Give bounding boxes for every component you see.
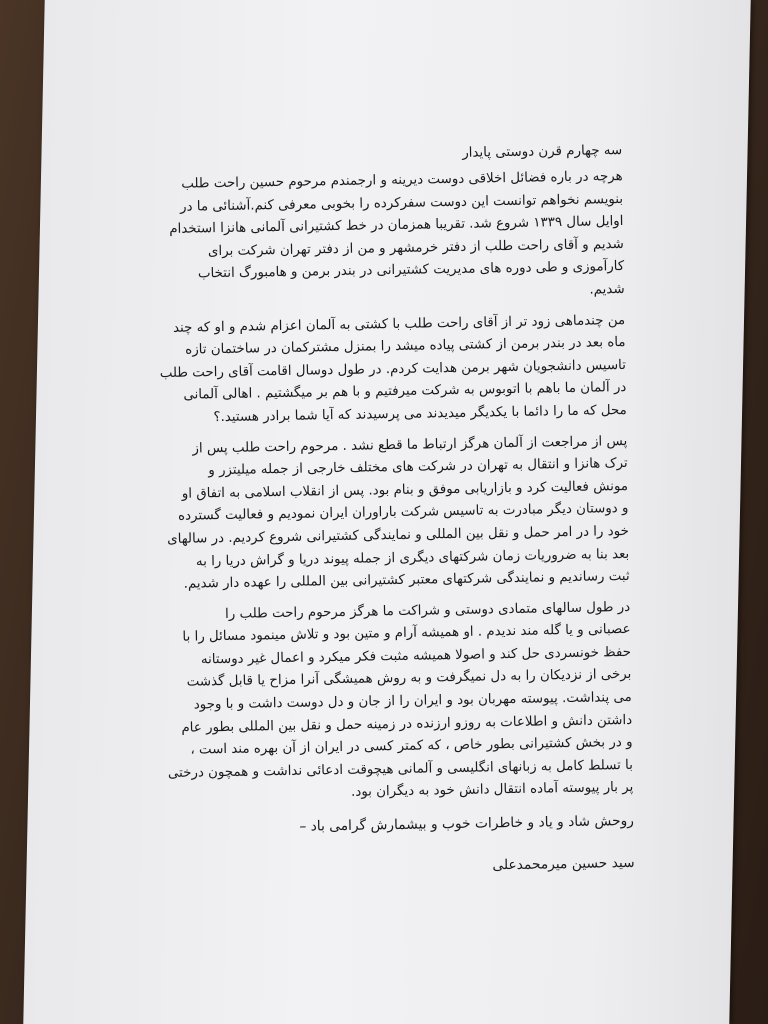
text-line: می پنداشت. پیوسته مهربان بود و ایران را از جان و دل دوست داشت و با وجود: [193, 689, 632, 713]
text-line: داشتن دانش و اطلاعات به روزو ارزنده در زمینه حمل و نقل بین المللی بطور عام: [181, 712, 633, 736]
text-line: تاسیس دانشجویان شهر برمن هدایت کردم. در طول دوسال اقامت آقای راحت طلب: [159, 357, 627, 381]
text-line: شدیم.: [589, 281, 625, 298]
text-line: پس از مراجعت از آلمان هرگز ارتباط ما قطع نشد . مرحوم راحت طلب پس از: [192, 433, 628, 457]
text-line: در آلمان ما باهم با اتوبوس به شرکت میرفتیم و با هم بر میگشتیم . اهالی آلمانی: [183, 380, 627, 404]
text-line: شدیم و آقای راحت طلب از دفتر خرمشهر و من از دفتر تهران شرکت برای: [207, 236, 624, 260]
paragraph-1: [93, 166, 625, 311]
text-line: خود را در امر حمل و نقل بین المللی و نمایندگی کشتیرانی شروع کردیم. در سالهای: [167, 523, 629, 547]
text-line: ثبت رساندیم و نمایندگی شرکتهای معتبر کشتیرانی بین المللی را عهده دار شدیم.: [183, 569, 630, 592]
text-line: و در بخش کشتیرانی بطور خاص ، که کمتر کسی در ایران از آن بهره مند است ،: [190, 735, 633, 758]
text-line: برخی از نزدیکان را به دل نمیگرفت و به روش همیشگی آنرا مزاح یا قابل گذشت: [186, 667, 632, 691]
letter-body: [92, 140, 635, 883]
text-line: محل که ما را دائما با یکدیگر میدیدند می پرسیدند که آیا شما برادر هستید.؟: [213, 402, 627, 426]
text-line: ترک هانزا و انتقال به تهران در شرکت های مختلف خارجی از جمله میلیتزر و: [208, 456, 628, 479]
letter-title: سه چهارم قرن دوستی پایدار: [462, 142, 623, 161]
text-line: ماه بعد در بندر برمن از کشتی پیاده میشد را بمنزل مشترکمان در ساختمان تازه: [185, 335, 626, 358]
paragraph-2: [95, 310, 627, 432]
text-line: حفظ خونسردی حل کند و اصولا همیشه مثبت فکر میکرد و اعمال غیر دوستانه: [200, 644, 632, 668]
text-line: بنویسم نخواهم توانست این دوست سفرکرده را بخوبی معرفی کنم.آشنائی ما در: [179, 191, 624, 215]
text-line: من چندماهی زود تر از آقای راحت طلب با کشتی به آلمان اعزام شدم و او که چند: [172, 312, 626, 336]
paragraph-3: [97, 430, 630, 597]
text-line: مونش فعالیت کرد و بازاریابی موفق و بنام بود. پس از انقلاب اسلامی به اتفاق او: [181, 478, 629, 502]
text-line: در طول سالهای متمادی دوستی و شراکت ما هرگز مرحوم راحت طلب را: [224, 599, 631, 622]
text-line: اوایل سال ۱۳۳۹ شروع شد. تقریبا همزمان در خط کشتیرانی آلمانی هانزا استخدام: [169, 214, 624, 238]
text-line: کارآموزی و طی دوره های مدیریت کشتیرانی در بندر برمن و هامبورگ انتخاب: [197, 259, 625, 282]
closing-line: روحش شاد و یاد و خاطرات خوب و بیشمارش گرامی باد –: [299, 812, 635, 835]
text-line: پر بار پیوسته آماده انتقال دانش خود به دیگران بود.: [350, 780, 634, 801]
text-line: با تسلط کامل به زبانهای انگلیسی و آلمانی هیچوقت ادعائی نداشت و همچون درختی: [167, 757, 634, 781]
text-line: عصبانی و یا گله مند ندیدم . او همیشه آرام و متین بود و تلاش مینمود مسائل را با: [182, 622, 631, 646]
text-line: و دوستان دیگر مبادرت به تاسیس شرکت باراوران ایران نمودیم و فعالیت گسترده: [177, 501, 629, 525]
paragraph-4: [100, 597, 633, 810]
text-line: بعد بنا به ضروریات زمان شرکتهای دیگری از جمله پیوند دریا و گراش دریا را به: [195, 546, 630, 569]
signature: سید حسین میرمحمدعلی: [492, 854, 635, 874]
text-line: هرچه در باره فضائل اخلاقی دوست دیرینه و ارجمندم مرحوم حسین راحت طلب: [181, 168, 623, 192]
